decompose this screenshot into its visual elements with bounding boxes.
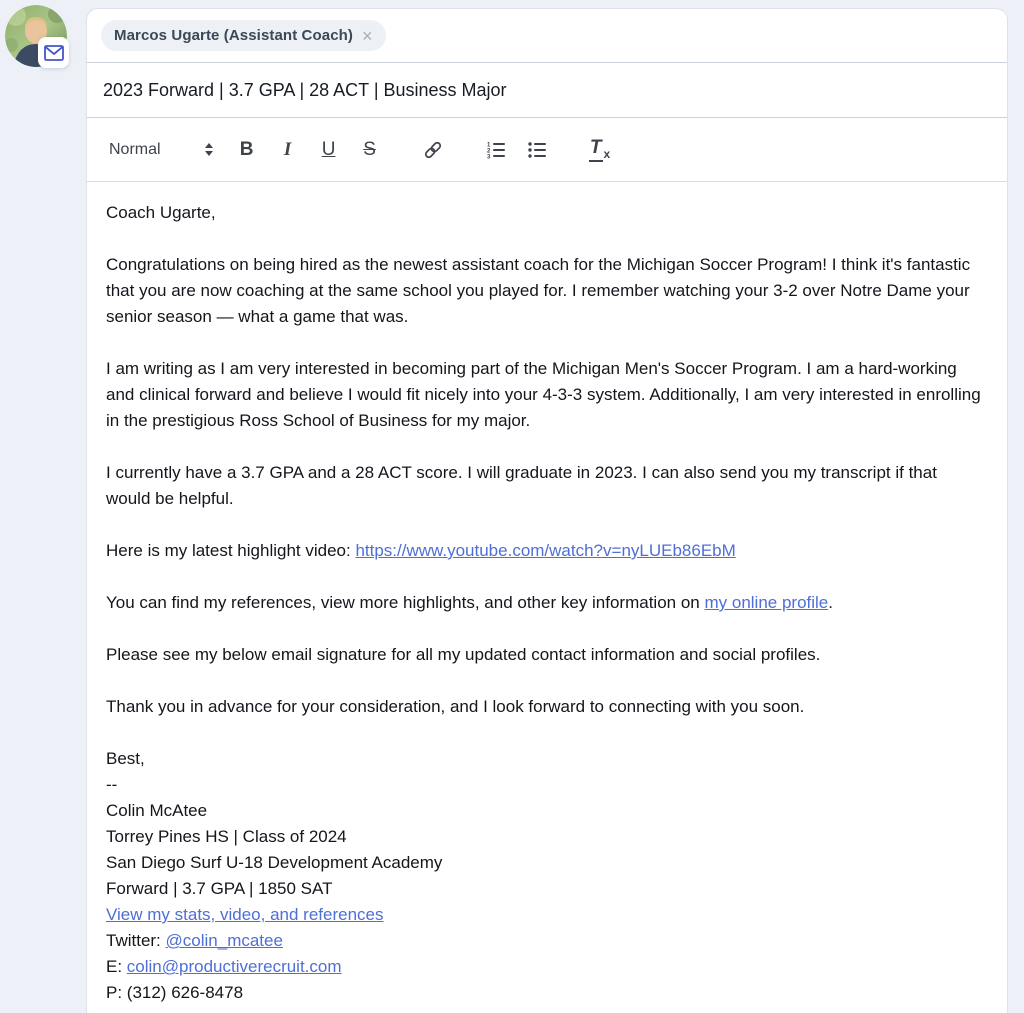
signature-club: San Diego Surf U-18 Development Academy bbox=[106, 853, 443, 872]
paragraph-greeting: Coach Ugarte, bbox=[106, 203, 216, 222]
profile-pre-text: You can find my references, view more highlights, and other key information on bbox=[106, 593, 705, 612]
email-label: E: bbox=[106, 957, 127, 976]
envelope-icon bbox=[44, 45, 64, 61]
paragraph-interest: I am writing as I am very interested in becoming part of the Michigan Men's Soccer Program. I am a hard-working and clinical forward and believe I would fit nicely into your 4-3-3 system. Additionally, I am very interested in enrolling in the prestigious Ross School of Business for my major. bbox=[106, 359, 981, 430]
signature-block bbox=[106, 746, 981, 1006]
signature-athletic-line: Forward | 3.7 GPA | 1850 SAT bbox=[106, 879, 333, 898]
signature-email-line bbox=[106, 954, 981, 980]
subject-text: 2023 Forward | 3.7 GPA | 28 ACT | Business Major bbox=[103, 79, 507, 100]
link-icon bbox=[423, 140, 443, 160]
format-picker[interactable] bbox=[109, 141, 213, 159]
envelope-badge bbox=[38, 37, 69, 68]
svg-text:2: 2 bbox=[486, 147, 490, 154]
strikethrough-button[interactable]: S bbox=[363, 138, 376, 160]
paragraph-profile bbox=[106, 590, 981, 616]
ordered-list-button[interactable] bbox=[484, 136, 508, 164]
picker-arrows-icon bbox=[205, 143, 213, 156]
paragraph-academics: I currently have a 3.7 GPA and a 28 ACT score. I will graduate in 2023. I can also send you my transcript if that would be helpful. bbox=[106, 463, 937, 508]
signature-name: Colin McAtee bbox=[106, 801, 208, 820]
ordered-list-icon bbox=[486, 140, 506, 160]
bold-button[interactable]: B bbox=[239, 138, 254, 160]
signature-school: Torrey Pines HS | Class of 2024 bbox=[106, 827, 347, 846]
email-link[interactable]: colin@productiverecruit.com bbox=[126, 957, 342, 976]
youtube-link[interactable]: https://www.youtube.com/watch?v=nyLUEb86EbM bbox=[355, 541, 736, 560]
editor-body[interactable] bbox=[87, 182, 1007, 1013]
signature-separator: -- bbox=[106, 775, 118, 794]
signature-phone: P: (312) 626-8478 bbox=[106, 983, 244, 1002]
signature-stats-line bbox=[106, 902, 981, 928]
subject-field[interactable] bbox=[87, 63, 1007, 118]
twitter-link[interactable]: @colin_mcatee bbox=[165, 931, 283, 950]
bullet-list-button[interactable] bbox=[525, 136, 549, 164]
recipient-field[interactable] bbox=[87, 9, 1007, 63]
recipient-chip-label: Marcos Ugarte (Assistant Coach) bbox=[114, 27, 353, 44]
paragraph-signature-note: Please see my below email signature for all my updated contact information and social profiles. bbox=[106, 645, 821, 664]
chip-remove-icon[interactable]: × bbox=[362, 25, 373, 46]
paragraph-video bbox=[106, 538, 981, 564]
paragraph-closing: Thank you in advance for your consideration, and I look forward to connecting with you soon. bbox=[106, 697, 805, 716]
format-picker-label: Normal bbox=[109, 140, 161, 158]
signature-salutation: Best, bbox=[106, 749, 145, 768]
signature-twitter-line bbox=[106, 928, 981, 954]
bullet-list-icon bbox=[527, 140, 547, 160]
editor-toolbar bbox=[87, 118, 1007, 182]
clear-formatting-icon: T x bbox=[589, 137, 611, 161]
twitter-label: Twitter: bbox=[106, 931, 166, 950]
underline-button[interactable]: U bbox=[321, 138, 336, 160]
stats-link[interactable]: View my stats, video, and references bbox=[106, 905, 384, 924]
link-button[interactable] bbox=[421, 136, 445, 164]
italic-button[interactable]: I bbox=[283, 138, 292, 160]
svg-text:3: 3 bbox=[486, 153, 490, 160]
profile-link[interactable]: my online profile bbox=[704, 593, 829, 612]
paragraph-congrats: Congratulations on being hired as the newest assistant coach for the Michigan Soccer Program! I think it's fantastic that you are now coaching at the same school you played for. I remember watching your 3-2 over Notre Dame your senior season — what a game that was. bbox=[106, 255, 971, 326]
video-intro-text: Here is my latest highlight video: bbox=[106, 541, 356, 560]
recipient-chip[interactable] bbox=[101, 20, 386, 51]
svg-text:1: 1 bbox=[486, 141, 490, 148]
profile-post-text: . bbox=[828, 593, 833, 612]
clear-formatting-button[interactable] bbox=[588, 136, 612, 164]
composer-card bbox=[86, 8, 1008, 1013]
